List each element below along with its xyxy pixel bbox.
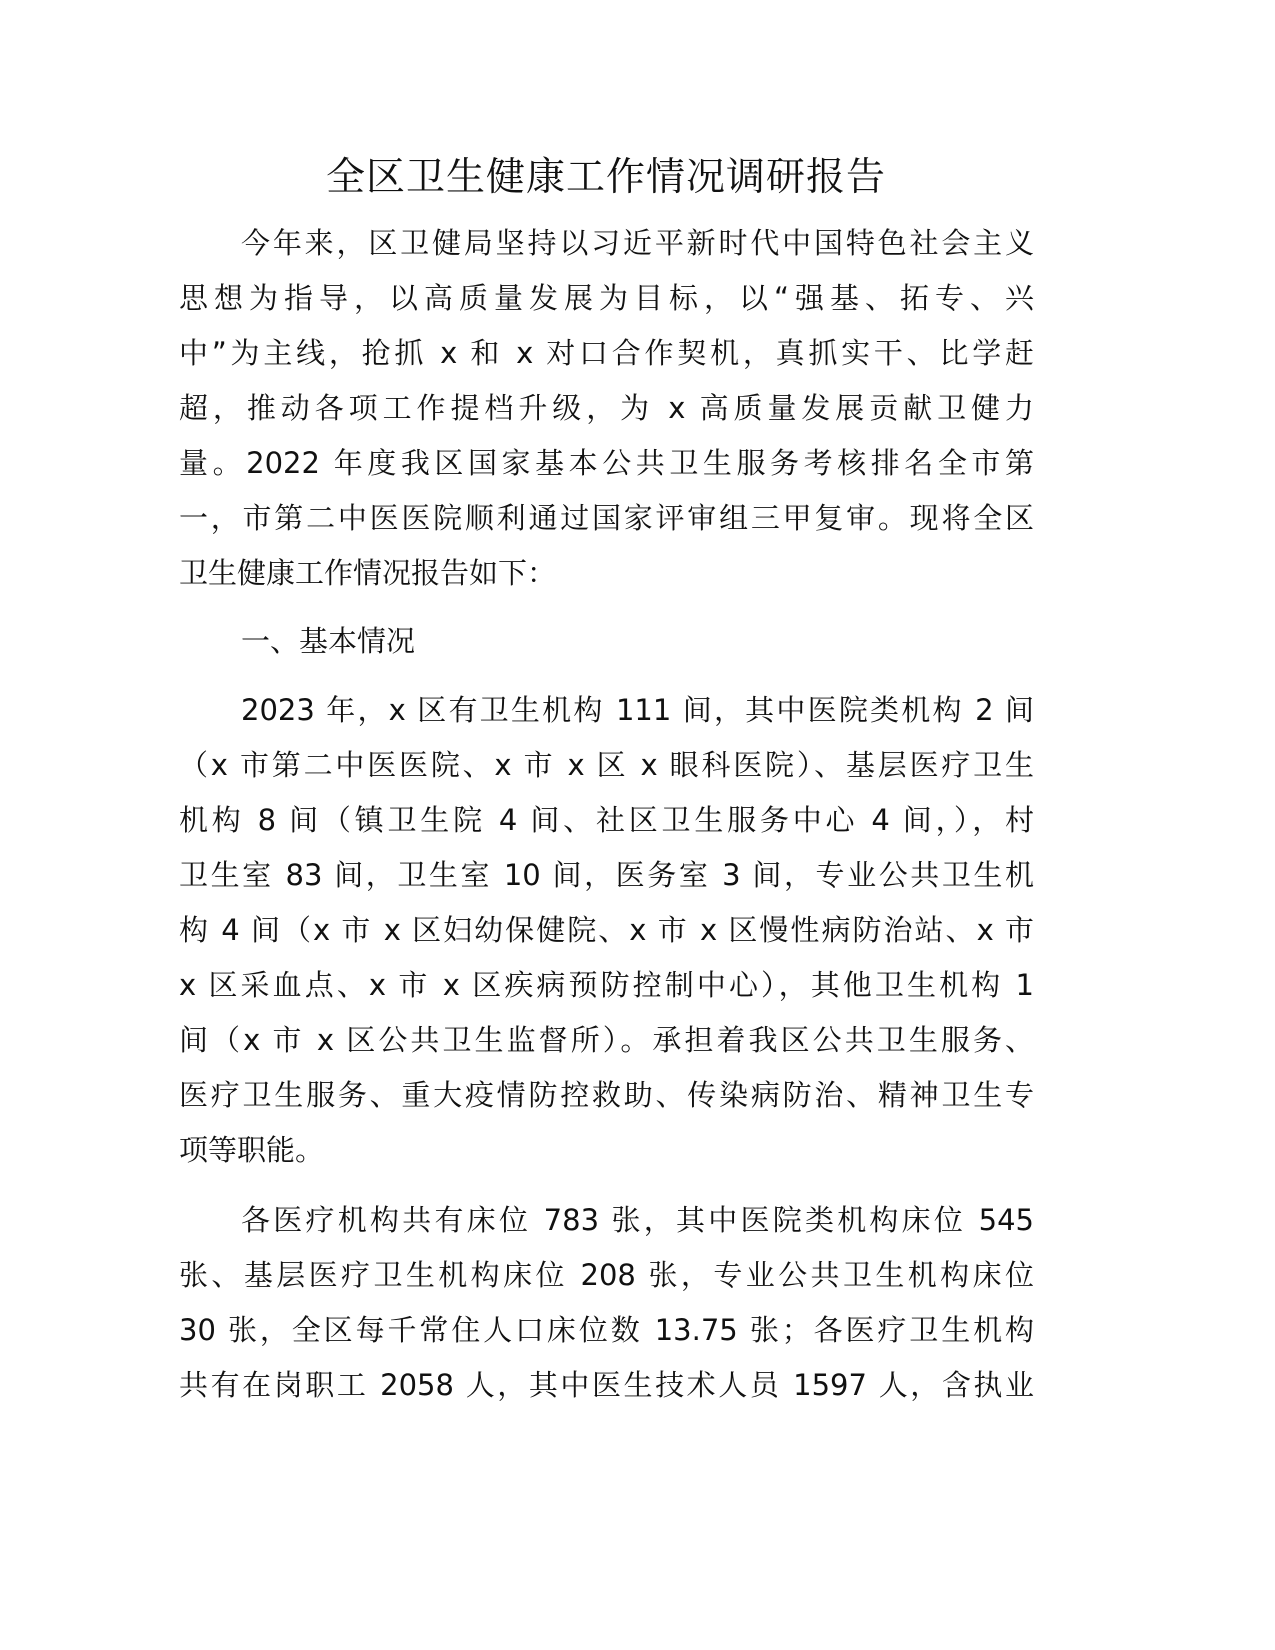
text-line: 中”为主线，抢抓 x 和 x 对口合作契机，真抓实干、比学赶	[179, 336, 1034, 370]
text-line: 间（x 市 x 区公共卫生监督所）。承担着我区公共卫生服务、	[179, 1023, 1034, 1057]
text-line: 各医疗机构共有床位 783 张，其中医院类机构床位 545	[241, 1203, 1034, 1237]
section-heading: 一、基本情况	[241, 624, 416, 658]
text-line: 今年来，区卫健局坚持以习近平新时代中国特色社会主义	[241, 226, 1034, 260]
text-line: 2023 年，x 区有卫生机构 111 间，其中医院类机构 2 间	[241, 693, 1034, 727]
text-line: 共有在岗职工 2058 人，其中医生技术人员 1597 人，含执业	[179, 1368, 1034, 1402]
beds-staff-paragraph	[179, 1193, 1034, 1413]
text-line: 思想为指导，以高质量发展为目标，以“强基、拓专、兴	[179, 281, 1034, 315]
text-line: 卫生健康工作情况报告如下：	[179, 556, 557, 590]
text-line: 构 4 间（x 市 x 区妇幼保健院、x 市 x 区慢性病防治站、x 市	[179, 913, 1034, 947]
text-line: 量。2022 年度我区国家基本公共卫生服务考核排名全市第	[179, 446, 1034, 480]
text-line: 卫生室 83 间，卫生室 10 间，医务室 3 间，专业公共卫生机	[179, 858, 1034, 892]
text-line: 30 张，全区每千常住人口床位数 13.75 张；各医疗卫生机构	[179, 1313, 1034, 1347]
text-line: 一，市第二中医医院顺利通过国家评审组三甲复审。现将全区	[179, 501, 1034, 535]
text-line: 医疗卫生服务、重大疫情防控救助、传染病防治、精神卫生专	[179, 1078, 1034, 1112]
document-title: 全区卫生健康工作情况调研报告	[325, 155, 886, 200]
text-line: 超，推动各项工作提档升级，为 x 高质量发展贡献卫健力	[179, 391, 1034, 425]
text-line: x 区采血点、x 市 x 区疾病预防控制中心），其他卫生机构 1	[179, 968, 1034, 1002]
basic-info-paragraph	[179, 683, 1034, 1178]
text-line: 机构 8 间（镇卫生院 4 间、社区卫生服务中心 4 间，），村	[179, 803, 1034, 837]
intro-paragraph	[179, 216, 1034, 601]
text-line: 项等职能。	[179, 1133, 325, 1167]
text-line: （x 市第二中医医院、x 市 x 区 x 眼科医院）、基层医疗卫生	[179, 748, 1034, 782]
text-line: 张、基层医疗卫生机构床位 208 张，专业公共卫生机构床位	[179, 1258, 1034, 1292]
